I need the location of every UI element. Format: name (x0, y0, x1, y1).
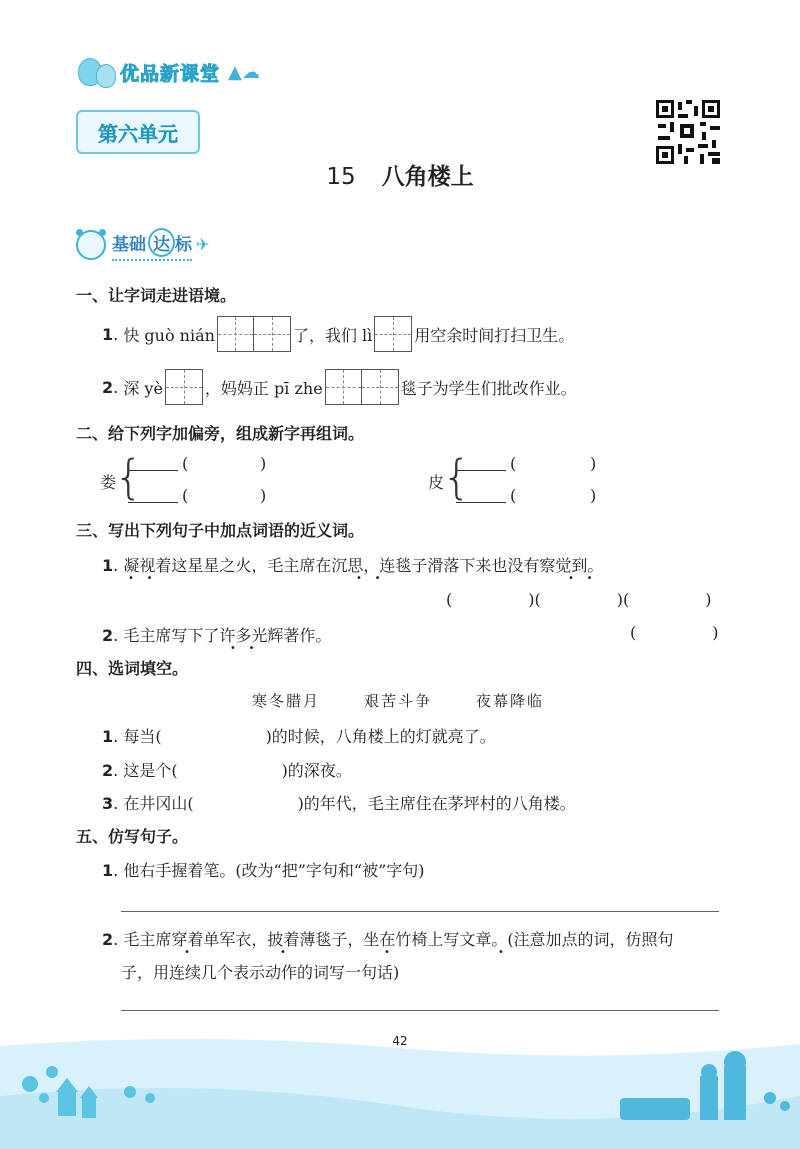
blank-line[interactable] (456, 470, 506, 471)
blank-line[interactable] (128, 502, 178, 503)
question-1-heading: 一、让字词走进语境。 (76, 286, 237, 305)
q1-item-2: 2 . 深 yè ，妈妈正 pī zhe 毯子为学生们批改作业。 (102, 369, 577, 405)
blank-line[interactable] (456, 502, 506, 503)
question-5-heading: 五、仿写句子。 (76, 827, 189, 846)
q2-group-2: 皮 { ( ) ( ) (428, 450, 597, 505)
qr-code-icon[interactable] (656, 100, 720, 164)
answer-parens[interactable]: ( ) (630, 623, 719, 642)
brand-logo (78, 55, 260, 89)
q4-item-2: 2. 这是个( )的深夜。 (102, 761, 352, 780)
castle-icon: ▲☁ (228, 61, 260, 83)
section-label: 基础 达 标 (112, 228, 192, 261)
q5-item-1: 1. 他右手握着笔。(改为“把”字句和“被”字句) (102, 861, 425, 880)
section-logo (76, 228, 209, 261)
answer-line[interactable] (121, 911, 719, 912)
word-option: 寒冬腊月 (252, 692, 321, 710)
question-2-heading: 二、给下列字加偏旁，组成新字再组词。 (76, 424, 365, 443)
unit-badge (76, 110, 200, 154)
q3-item-2: 2. 毛主席写下了许多光辉著作。 (102, 626, 332, 645)
emphasis-dot: • • (568, 573, 593, 584)
word-option: 夜幕降临 (476, 692, 545, 710)
footer-decoration (0, 1036, 800, 1149)
tianzige-answer-box[interactable] (217, 316, 291, 352)
lesson-number: 15 (326, 164, 356, 190)
brace-icon: { (442, 450, 472, 504)
base-char: 皮 (428, 473, 445, 492)
emphasis-dot: • (498, 947, 504, 958)
blank-line[interactable] (128, 470, 178, 471)
q4-item-1: 1. 每当( )的时候，八角楼上的灯就亮了。 (102, 727, 496, 746)
word-bank (252, 690, 544, 711)
q3-item-1: 1. 凝视着这星星之火，毛主席在沉思，连毯子滑落下来也没有察觉到。 (102, 556, 604, 575)
q5-item-2-cont: 子，用连续几个表示动作的词写一句话) (121, 963, 400, 982)
unit-label: 第六单元 (98, 121, 178, 146)
emphasis-dot: • • (230, 643, 255, 654)
paper-plane-icon: ✈ (196, 235, 210, 254)
tianzige-answer-box[interactable] (374, 316, 412, 352)
q2-group-1: 娄 { ( ) ( ) (100, 450, 267, 505)
lesson-title (0, 158, 800, 191)
base-char: 娄 (100, 473, 117, 492)
brace-icon: { (114, 450, 144, 504)
q1-item-1: 1 . 快 guò nián 了，我们 lì 用空余时间打扫卫生。 (102, 316, 574, 352)
question-3-heading: 三、写出下列句子中加点词语的近义词。 (76, 521, 365, 540)
emphasis-dot: • (384, 947, 390, 958)
q5-item-2: 2. 毛主席穿着单军衣，披着薄毯子，坐在竹椅上写文章。(注意加点的词，仿照句 (102, 930, 674, 949)
emphasis-dot: • (184, 947, 190, 958)
tianzige-answer-box[interactable] (325, 369, 399, 405)
panda-icon (76, 230, 106, 260)
lesson-name: 八角楼上 (381, 164, 474, 190)
emphasis-dot: • • (128, 573, 153, 584)
page-number: 42 (392, 1034, 408, 1048)
emphasis-dot: • (280, 947, 286, 958)
brand-name: 优品新课堂 (120, 62, 221, 85)
word-option: 艰苦斗争 (364, 692, 433, 710)
q4-item-3: 3. 在井冈山( )的年代，毛主席住在茅坪村的八角楼。 (102, 794, 576, 813)
tianzige-answer-box[interactable] (165, 369, 203, 405)
answer-line[interactable] (121, 1010, 719, 1011)
question-4-heading: 四、选词填空。 (76, 659, 189, 678)
balloon-icon (96, 64, 116, 88)
emphasis-dot: • • (356, 573, 381, 584)
answer-parens[interactable]: ( )( )( ) (446, 590, 712, 609)
